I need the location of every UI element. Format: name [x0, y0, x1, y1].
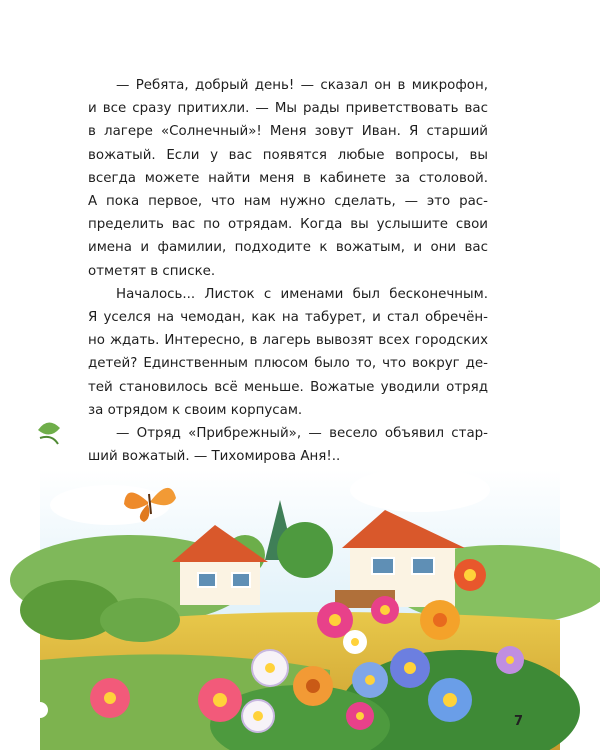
text-line: детей? Единственным плюсом было то, что вокруг де-	[88, 356, 488, 372]
text-line: ший вожатый. — Тихомирова Аня!..	[88, 449, 341, 465]
text-line: — Ребята, добрый день! — сказал он в микрофон,	[116, 78, 488, 93]
text-line: Началось... Листок с именами был бесконечным.	[116, 286, 488, 302]
page-number: 7	[514, 714, 524, 729]
text-line: вожатый. Если у вас появятся любые вопросы, вы	[88, 147, 488, 163]
summer-camp-illustration	[0, 410, 600, 750]
leaf-icon	[38, 422, 60, 444]
text-line: — Отряд «Прибрежный», — весело объявил стар-	[116, 426, 488, 442]
text-line: но ждать. Интересно, в лагерь вывозят всех городских	[88, 333, 488, 349]
text-line: и все сразу притихли. — Мы рады приветствовать вас	[88, 101, 488, 117]
text-line: в лагере «Солнечный»! Меня зовут Иван. Я старший	[88, 124, 488, 140]
text-line: отметят в списке.	[88, 263, 216, 279]
text-line: пределить вас по отрядам. Когда вы услышите свои	[88, 217, 488, 233]
text-line: имена и фамилии, подходите к вожатым, и они вас	[88, 240, 488, 256]
text-line: А пока первое, что нам нужно сделать, — это рас-	[88, 194, 488, 210]
text-line: всегда можете найти меня в кабинете за столовой.	[88, 170, 488, 186]
text-line: Я уселся на чемодан, как на табурет, и стал обречён-	[88, 310, 488, 326]
text-line: тей становилось всё меньше. Вожатые уводили отряд	[88, 379, 488, 395]
text-line: за отрядом к своим корпусам.	[88, 402, 303, 418]
